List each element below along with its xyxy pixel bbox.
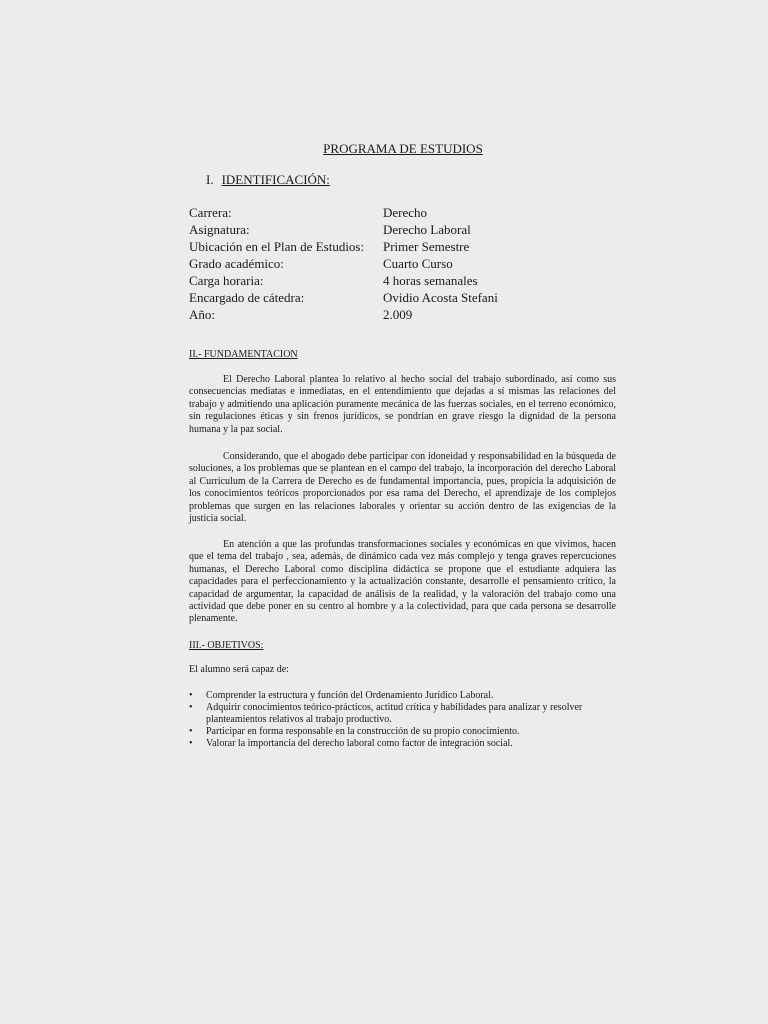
list-item-text: Valorar la importancia del derecho laboral como factor de integración social. [206, 738, 513, 749]
section-objetivos-heading: III.- OBJETIVOS: [189, 640, 264, 651]
id-value: Derecho [383, 205, 428, 220]
list-item [189, 690, 609, 702]
id-key: Carrera: [189, 205, 232, 220]
id-key: Encargado de cátedra: [189, 290, 305, 305]
id-row-anio [189, 306, 498, 323]
id-key: Carga horaria: [189, 273, 264, 288]
id-row-encargado [189, 289, 498, 306]
id-value: Ovidio Acosta Stefani [383, 290, 498, 305]
id-value: Derecho Laboral [383, 222, 471, 237]
objetivos-lead: El alumno será capaz de: [189, 664, 289, 675]
fundamentacion-paragraph-3: En atención a que las profundas transformaciones sociales y económicas en que vivimos, hacen que el tema del trabajo , sea, además, de dinámico cada vez más complejo y tenga graves repercuciones humanas, el Derecho Laboral como disciplina didáctica se propone que el estudiante adquiera las capacidades para el perfeccionamiento y la actualización constante, desarrolle el pensamiento crítico, la capacidad de argumentar, la capacidad de análisis de la realidad, y la valoración del trabajo como una actividad que debe poner en su centro al hombre y a la colectividad, para que cada persona se desarrolle plenamente. [189, 539, 616, 625]
objetivos-list [189, 690, 609, 750]
id-row-carga [189, 272, 498, 289]
id-key: Ubicación en el Plan de Estudios: [189, 239, 365, 254]
bullet-icon: • [189, 690, 193, 701]
fundamentacion-paragraph-1: El Derecho Laboral plantea lo relativo al hecho social del trabajo subordinado, así como sus consecuencias mediatas e inmediatas, en el entendimiento que dejadas a sí mismas las relaciones del trabajo y admitiendo una aplicación puramente mecánica de las fuerzas sociales, en el terreno económico, sin regulaciones éticas y sin frenos jurídicos, se pondrían en grave riesgo la dignidad de la persona humana y la paz social. [189, 374, 616, 435]
section-identificacion-heading [206, 172, 330, 188]
bullet-icon: • [189, 726, 193, 737]
bullet-icon: • [189, 738, 193, 749]
id-row-asignatura [189, 221, 498, 238]
identificacion-table [189, 204, 498, 323]
list-item [189, 738, 609, 750]
id-value: 4 horas semanales [383, 273, 478, 288]
id-key: Año: [189, 307, 215, 322]
id-row-ubicacion [189, 238, 498, 255]
id-value: 2.009 [383, 307, 413, 322]
id-key: Asignatura: [189, 222, 250, 237]
list-item-text: Comprender la estructura y función del Ordenamiento Jurídico Laboral. [206, 690, 494, 701]
section-number: I. [206, 172, 214, 187]
id-row-grado [189, 255, 498, 272]
bullet-icon: • [189, 702, 193, 713]
list-item-text: Participar en forma responsable en la construcción de su propio conocimiento. [206, 726, 520, 737]
list-item [189, 726, 609, 738]
id-row-carrera [189, 204, 498, 221]
list-item [189, 702, 609, 726]
id-value: Cuarto Curso [383, 256, 453, 271]
fundamentacion-paragraph-2: Considerando, que el abogado debe participar con idoneidad y responsabilidad en la búsqueda de soluciones, a los problemas que se plantean en el campo del trabajo, la incorporación del derecho Laboral al Curriculum de la Carrera de Derecho es de fundamental importancia, pues, propicia la adquisición de los conocimientos teóricos proporcionados por esa rama del Derecho, el aprendizaje de los complejos problemas que surgen en las relaciones laborales y orientar su acción dentro de las exigencias de la justicia social. [189, 451, 616, 525]
list-item-text: Adquirir conocimientos teórico-prácticos, actitud crítica y habilidades para analizar y resolver planteamientos relativos al trabajo productivo. [206, 702, 583, 725]
document-title: PROGRAMA DE ESTUDIOS [323, 141, 483, 156]
section-fundamentacion-heading: II.- FUNDAMENTACION [189, 349, 298, 360]
section-label: IDENTIFICACIÓN: [221, 172, 330, 187]
id-key: Grado académico: [189, 256, 284, 271]
id-value: Primer Semestre [383, 239, 470, 254]
